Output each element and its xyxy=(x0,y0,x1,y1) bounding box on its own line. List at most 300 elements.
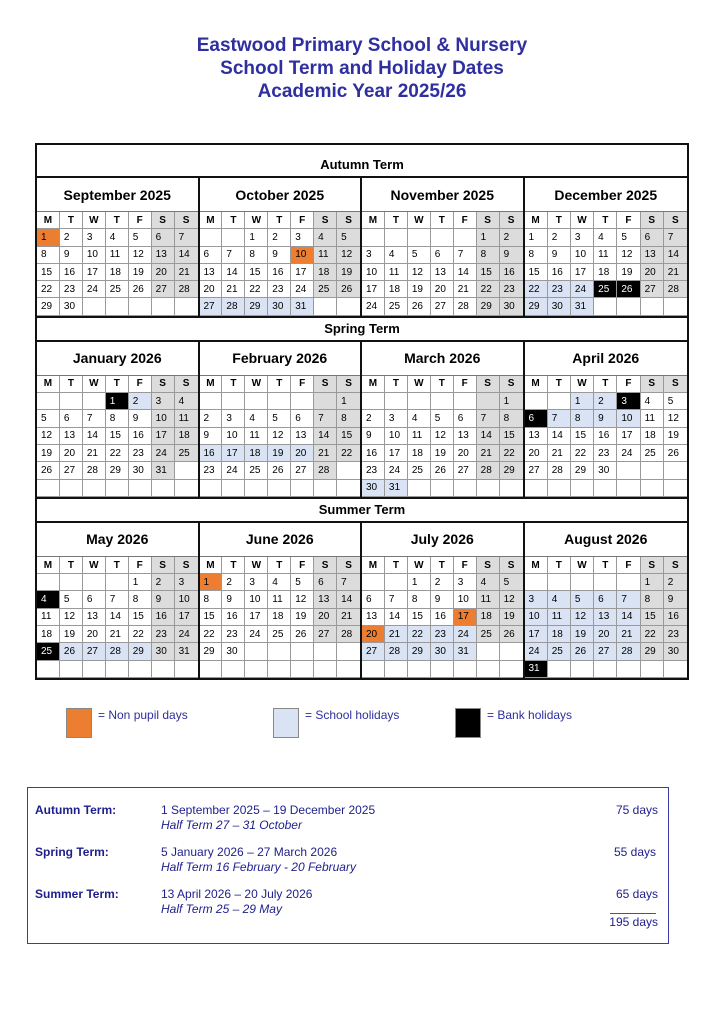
day-cell: 23 xyxy=(129,445,152,462)
term-label: Summer Term: xyxy=(35,887,119,901)
day-cell: 20 xyxy=(83,626,106,643)
day-cell: 5 xyxy=(337,229,360,246)
day-cell: 22 xyxy=(106,445,129,462)
day-cell: 11 xyxy=(268,591,291,608)
day-cell: 23 xyxy=(594,445,617,462)
empty-cell xyxy=(291,480,314,497)
day-cell: 19 xyxy=(617,264,640,281)
month-name: July 2026 xyxy=(362,523,523,557)
weekday-header: S xyxy=(500,557,523,574)
day-cell: 4 xyxy=(314,229,337,246)
empty-cell xyxy=(617,661,640,678)
total-divider xyxy=(610,913,656,914)
weekday-header: S xyxy=(175,376,198,393)
day-cell: 19 xyxy=(571,626,594,643)
day-cell: 12 xyxy=(617,247,640,264)
day-cell: 16 xyxy=(362,445,385,462)
empty-cell xyxy=(641,462,664,479)
empty-cell xyxy=(268,661,291,678)
day-cell: 29 xyxy=(525,298,548,315)
day-cell: 1 xyxy=(37,229,60,246)
empty-cell xyxy=(617,574,640,591)
day-cell: 22 xyxy=(641,626,664,643)
day-cell: 27 xyxy=(362,643,385,660)
day-cell: 26 xyxy=(664,445,687,462)
day-cell: 5 xyxy=(291,574,314,591)
weekday-header: T xyxy=(431,557,454,574)
empty-cell xyxy=(60,661,83,678)
day-cell: 11 xyxy=(548,609,571,626)
empty-cell xyxy=(571,480,594,497)
day-cell: 8 xyxy=(571,410,594,427)
empty-cell xyxy=(175,661,198,678)
day-cell: 5 xyxy=(408,247,431,264)
empty-cell xyxy=(129,661,152,678)
day-cell: 26 xyxy=(617,281,640,298)
day-cell: 5 xyxy=(129,229,152,246)
empty-cell xyxy=(222,229,245,246)
empty-cell xyxy=(152,480,175,497)
day-cell: 15 xyxy=(500,428,523,445)
day-cell: 2 xyxy=(222,574,245,591)
day-cell: 3 xyxy=(525,591,548,608)
day-cell: 7 xyxy=(454,247,477,264)
day-cell: 10 xyxy=(571,247,594,264)
day-cell: 8 xyxy=(37,247,60,264)
weekday-header: T xyxy=(60,376,83,393)
day-cell: 23 xyxy=(60,281,83,298)
day-cell: 6 xyxy=(291,410,314,427)
empty-cell xyxy=(291,393,314,410)
day-cell: 28 xyxy=(477,462,500,479)
day-cell: 24 xyxy=(617,445,640,462)
empty-cell xyxy=(431,229,454,246)
empty-cell xyxy=(385,393,408,410)
weekday-header: F xyxy=(129,376,152,393)
day-cell: 10 xyxy=(83,247,106,264)
legend-swatch-blue xyxy=(273,708,299,738)
day-cell: 6 xyxy=(83,591,106,608)
weekday-header: M xyxy=(362,212,385,229)
day-cell: 11 xyxy=(641,410,664,427)
day-cell: 30 xyxy=(222,643,245,660)
day-cell: 26 xyxy=(37,462,60,479)
day-cell: 20 xyxy=(594,626,617,643)
weekday-header: T xyxy=(106,376,129,393)
empty-cell xyxy=(548,574,571,591)
day-cell: 8 xyxy=(408,591,431,608)
term-months xyxy=(37,178,687,318)
day-cell: 18 xyxy=(314,264,337,281)
month-name: December 2025 xyxy=(525,178,688,212)
day-cell: 21 xyxy=(454,281,477,298)
day-cell: 7 xyxy=(385,591,408,608)
empty-cell xyxy=(408,229,431,246)
empty-cell xyxy=(431,393,454,410)
day-cell: 2 xyxy=(129,393,152,410)
day-cell: 14 xyxy=(664,247,687,264)
day-cell: 29 xyxy=(641,643,664,660)
day-cell: 11 xyxy=(314,247,337,264)
day-cell: 5 xyxy=(664,393,687,410)
empty-cell xyxy=(337,462,360,479)
day-cell: 1 xyxy=(500,393,523,410)
weekday-header: T xyxy=(431,376,454,393)
empty-cell xyxy=(152,298,175,315)
day-cell: 6 xyxy=(362,591,385,608)
day-cell: 7 xyxy=(548,410,571,427)
day-cell: 1 xyxy=(129,574,152,591)
day-cell: 30 xyxy=(60,298,83,315)
weekday-header: S xyxy=(664,557,687,574)
day-cell: 16 xyxy=(129,428,152,445)
month-grid xyxy=(362,376,523,497)
weekday-header: S xyxy=(500,376,523,393)
month-name: March 2026 xyxy=(362,342,523,376)
empty-cell xyxy=(571,574,594,591)
day-cell: 20 xyxy=(641,264,664,281)
empty-cell xyxy=(60,574,83,591)
day-cell: 4 xyxy=(175,393,198,410)
weekday-header: T xyxy=(222,212,245,229)
empty-cell xyxy=(129,480,152,497)
day-cell: 23 xyxy=(500,281,523,298)
term-days: 75 days xyxy=(615,803,658,817)
weekday-header: M xyxy=(200,376,223,393)
day-cell: 25 xyxy=(106,281,129,298)
weekday-header: W xyxy=(408,376,431,393)
empty-cell xyxy=(60,480,83,497)
month-grid xyxy=(362,212,523,316)
empty-cell xyxy=(83,480,106,497)
weekday-header: W xyxy=(571,376,594,393)
month-name: June 2026 xyxy=(200,523,361,557)
day-cell: 6 xyxy=(525,410,548,427)
empty-cell xyxy=(314,393,337,410)
weekday-header: T xyxy=(268,557,291,574)
day-cell: 14 xyxy=(454,264,477,281)
empty-cell xyxy=(454,661,477,678)
weekday-header: W xyxy=(83,212,106,229)
day-cell: 7 xyxy=(617,591,640,608)
day-cell: 11 xyxy=(594,247,617,264)
day-cell: 5 xyxy=(37,410,60,427)
weekday-header: W xyxy=(83,376,106,393)
day-cell: 18 xyxy=(245,445,268,462)
empty-cell xyxy=(268,480,291,497)
weekday-header: T xyxy=(106,557,129,574)
empty-cell xyxy=(245,661,268,678)
day-cell: 19 xyxy=(408,281,431,298)
day-cell: 17 xyxy=(362,281,385,298)
day-cell: 19 xyxy=(60,626,83,643)
day-cell: 3 xyxy=(291,229,314,246)
day-cell: 2 xyxy=(594,393,617,410)
day-cell: 2 xyxy=(664,574,687,591)
empty-cell xyxy=(548,393,571,410)
weekday-header: T xyxy=(268,376,291,393)
day-cell: 27 xyxy=(641,281,664,298)
day-cell: 16 xyxy=(548,264,571,281)
day-cell: 15 xyxy=(37,264,60,281)
weekday-header: F xyxy=(454,557,477,574)
weekday-header: T xyxy=(548,376,571,393)
weekday-header: S xyxy=(337,557,360,574)
day-cell: 14 xyxy=(106,609,129,626)
day-cell: 15 xyxy=(245,264,268,281)
day-cell: 23 xyxy=(268,281,291,298)
day-cell: 11 xyxy=(175,410,198,427)
empty-cell xyxy=(175,480,198,497)
day-cell: 23 xyxy=(152,626,175,643)
empty-cell xyxy=(362,229,385,246)
month-name: May 2026 xyxy=(37,523,198,557)
empty-cell xyxy=(477,393,500,410)
day-cell: 11 xyxy=(37,609,60,626)
empty-cell xyxy=(83,574,106,591)
day-cell: 8 xyxy=(106,410,129,427)
weekday-header: M xyxy=(200,212,223,229)
day-cell: 29 xyxy=(408,643,431,660)
day-cell: 4 xyxy=(641,393,664,410)
day-cell: 15 xyxy=(525,264,548,281)
day-cell: 3 xyxy=(152,393,175,410)
month-name: February 2026 xyxy=(200,342,361,376)
day-cell: 19 xyxy=(291,609,314,626)
day-cell: 9 xyxy=(200,428,223,445)
day-cell: 20 xyxy=(291,445,314,462)
page-title xyxy=(0,34,724,103)
day-cell: 26 xyxy=(337,281,360,298)
day-cell: 29 xyxy=(129,643,152,660)
day-cell: 31 xyxy=(385,480,408,497)
weekday-header: F xyxy=(291,376,314,393)
day-cell: 26 xyxy=(431,462,454,479)
day-cell: 22 xyxy=(500,445,523,462)
day-cell: 31 xyxy=(152,462,175,479)
day-cell: 12 xyxy=(431,428,454,445)
day-cell: 12 xyxy=(571,609,594,626)
day-cell: 6 xyxy=(200,247,223,264)
weekday-header: F xyxy=(454,212,477,229)
day-cell: 12 xyxy=(408,264,431,281)
day-cell: 14 xyxy=(617,609,640,626)
empty-cell xyxy=(594,298,617,315)
empty-cell xyxy=(362,393,385,410)
empty-cell xyxy=(200,480,223,497)
empty-cell xyxy=(314,298,337,315)
empty-cell xyxy=(500,480,523,497)
day-cell: 1 xyxy=(408,574,431,591)
day-cell: 16 xyxy=(268,264,291,281)
day-cell: 4 xyxy=(385,247,408,264)
empty-cell xyxy=(664,480,687,497)
day-cell: 27 xyxy=(200,298,223,315)
empty-cell xyxy=(431,661,454,678)
day-cell: 6 xyxy=(152,229,175,246)
weekday-header: S xyxy=(175,557,198,574)
day-cell: 26 xyxy=(571,643,594,660)
day-cell: 26 xyxy=(408,298,431,315)
day-cell: 28 xyxy=(314,462,337,479)
day-cell: 25 xyxy=(245,462,268,479)
weekday-header: S xyxy=(152,557,175,574)
day-cell: 27 xyxy=(431,298,454,315)
day-cell: 24 xyxy=(362,298,385,315)
day-cell: 1 xyxy=(337,393,360,410)
day-cell: 19 xyxy=(337,264,360,281)
weekday-header: T xyxy=(60,212,83,229)
day-cell: 11 xyxy=(385,264,408,281)
empty-cell xyxy=(408,480,431,497)
weekday-header: T xyxy=(385,212,408,229)
day-cell: 26 xyxy=(60,643,83,660)
empty-cell xyxy=(175,298,198,315)
day-cell: 20 xyxy=(200,281,223,298)
day-cell: 3 xyxy=(454,574,477,591)
day-cell: 27 xyxy=(594,643,617,660)
day-cell: 4 xyxy=(408,410,431,427)
empty-cell xyxy=(337,643,360,660)
day-cell: 30 xyxy=(548,298,571,315)
day-cell: 21 xyxy=(314,445,337,462)
weekday-header: W xyxy=(408,557,431,574)
day-cell: 8 xyxy=(477,247,500,264)
day-cell: 2 xyxy=(500,229,523,246)
empty-cell xyxy=(431,480,454,497)
day-cell: 23 xyxy=(548,281,571,298)
empty-cell xyxy=(245,393,268,410)
empty-cell xyxy=(337,298,360,315)
empty-cell xyxy=(129,298,152,315)
day-cell: 23 xyxy=(664,626,687,643)
empty-cell xyxy=(37,393,60,410)
term-label: Spring Term: xyxy=(35,845,109,859)
empty-cell xyxy=(83,393,106,410)
day-cell: 18 xyxy=(594,264,617,281)
empty-cell xyxy=(385,574,408,591)
day-cell: 26 xyxy=(268,462,291,479)
day-cell: 18 xyxy=(408,445,431,462)
day-cell: 22 xyxy=(477,281,500,298)
day-cell: 5 xyxy=(617,229,640,246)
day-cell: 15 xyxy=(200,609,223,626)
month-calendar xyxy=(200,178,363,316)
day-cell: 18 xyxy=(268,609,291,626)
weekday-header: F xyxy=(617,212,640,229)
day-cell: 20 xyxy=(431,281,454,298)
day-cell: 29 xyxy=(571,462,594,479)
day-cell: 25 xyxy=(175,445,198,462)
empty-cell xyxy=(594,661,617,678)
month-grid xyxy=(37,376,198,497)
empty-cell xyxy=(222,661,245,678)
day-cell: 20 xyxy=(152,264,175,281)
day-cell: 16 xyxy=(594,428,617,445)
day-cell: 15 xyxy=(571,428,594,445)
day-cell: 7 xyxy=(222,247,245,264)
legend-swatch-orange xyxy=(66,708,92,738)
day-cell: 9 xyxy=(500,247,523,264)
day-cell: 18 xyxy=(385,281,408,298)
day-cell: 17 xyxy=(175,609,198,626)
empty-cell xyxy=(500,643,523,660)
weekday-header: T xyxy=(548,212,571,229)
weekday-header: W xyxy=(245,557,268,574)
day-cell: 3 xyxy=(571,229,594,246)
weekday-header: W xyxy=(571,557,594,574)
day-cell: 25 xyxy=(477,626,500,643)
day-cell: 6 xyxy=(641,229,664,246)
day-cell: 31 xyxy=(175,643,198,660)
day-cell: 28 xyxy=(548,462,571,479)
month-name: January 2026 xyxy=(37,342,198,376)
weekday-header: T xyxy=(594,212,617,229)
empty-cell xyxy=(477,643,500,660)
day-cell: 22 xyxy=(525,281,548,298)
empty-cell xyxy=(362,661,385,678)
day-cell: 9 xyxy=(362,428,385,445)
empty-cell xyxy=(641,480,664,497)
day-cell: 17 xyxy=(525,626,548,643)
month-grid xyxy=(200,212,361,316)
empty-cell xyxy=(408,393,431,410)
empty-cell xyxy=(200,229,223,246)
weekday-header: T xyxy=(594,376,617,393)
day-cell: 30 xyxy=(152,643,175,660)
day-cell: 27 xyxy=(60,462,83,479)
day-cell: 12 xyxy=(337,247,360,264)
day-cell: 13 xyxy=(454,428,477,445)
day-cell: 17 xyxy=(245,609,268,626)
day-cell: 10 xyxy=(525,609,548,626)
weekday-header: S xyxy=(152,212,175,229)
day-cell: 18 xyxy=(477,609,500,626)
month-calendar xyxy=(362,523,525,678)
day-cell: 18 xyxy=(175,428,198,445)
day-cell: 22 xyxy=(245,281,268,298)
day-cell: 20 xyxy=(314,609,337,626)
weekday-header: S xyxy=(477,557,500,574)
empty-cell xyxy=(548,480,571,497)
weekday-header: M xyxy=(37,557,60,574)
month-calendar xyxy=(362,342,525,497)
day-cell: 18 xyxy=(106,264,129,281)
day-cell: 6 xyxy=(594,591,617,608)
empty-cell xyxy=(314,661,337,678)
day-cell: 8 xyxy=(337,410,360,427)
day-cell: 21 xyxy=(664,264,687,281)
day-cell: 28 xyxy=(385,643,408,660)
day-cell: 13 xyxy=(641,247,664,264)
day-cell: 1 xyxy=(571,393,594,410)
day-cell: 24 xyxy=(222,462,245,479)
empty-cell xyxy=(37,574,60,591)
empty-cell xyxy=(314,643,337,660)
day-cell: 29 xyxy=(106,462,129,479)
day-cell: 26 xyxy=(291,626,314,643)
day-cell: 11 xyxy=(408,428,431,445)
day-cell: 16 xyxy=(500,264,523,281)
day-cell: 13 xyxy=(83,609,106,626)
weekday-header: T xyxy=(60,557,83,574)
day-cell: 30 xyxy=(664,643,687,660)
day-cell: 3 xyxy=(222,410,245,427)
empty-cell xyxy=(525,393,548,410)
day-cell: 5 xyxy=(500,574,523,591)
day-cell: 9 xyxy=(152,591,175,608)
term-calendar xyxy=(35,143,689,680)
